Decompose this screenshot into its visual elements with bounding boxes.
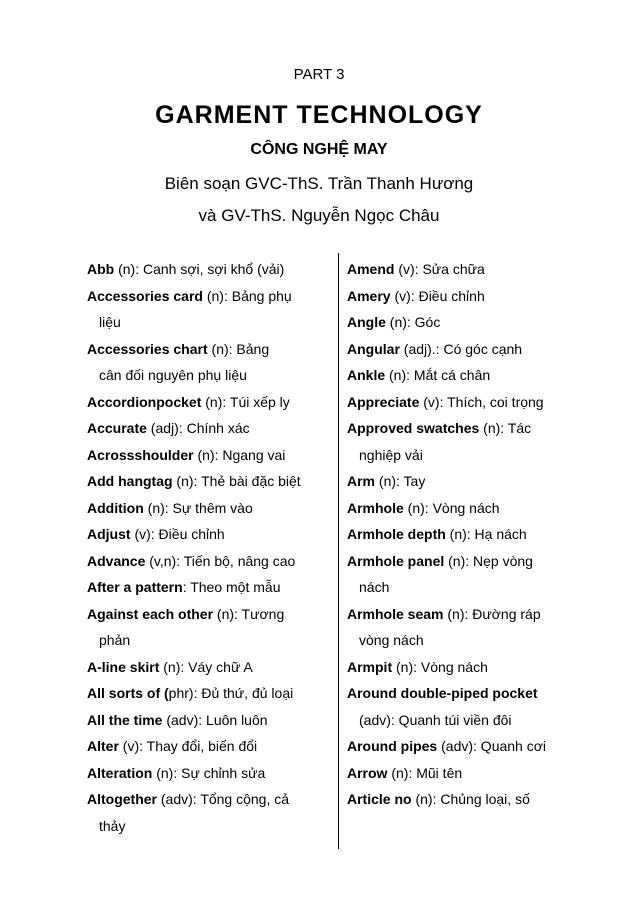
entry-definition: (n): Đường ráp xyxy=(443,605,541,622)
entry-definition: (n): Góc xyxy=(385,314,441,330)
entry-term: Article no xyxy=(347,791,412,807)
entry-definition: (n): Hạ nách xyxy=(445,526,527,542)
entry-term: Accurate xyxy=(87,420,147,436)
glossary-entry xyxy=(87,495,339,522)
entry-term: Add hangtag xyxy=(87,473,173,489)
entry-term: After a pattern xyxy=(87,579,183,595)
glossary-entry xyxy=(347,786,587,813)
entry-definition: (adj).: Có góc cạnh xyxy=(399,340,523,357)
entry-term: Armhole xyxy=(347,499,404,516)
entry-definition: (n): Sự chỉnh sửa xyxy=(152,764,266,781)
entry-definition: (n): Sự thêm vào xyxy=(143,499,253,516)
glossary-entry xyxy=(347,733,587,760)
entry-term: Angle xyxy=(347,314,386,330)
entry-term: Acrossshoulder xyxy=(87,446,194,463)
glossary-entry xyxy=(87,760,339,787)
entry-definition: (n): Canh sợi, sợi khổ (vải) xyxy=(114,261,285,277)
entry-line xyxy=(87,654,339,681)
glossary-entry xyxy=(87,680,339,707)
entry-term: Arrow xyxy=(347,764,388,781)
author-line-2: và GV-ThS. Nguyễn Ngọc Châu xyxy=(198,206,440,225)
glossary-entry xyxy=(87,574,339,601)
entry-line xyxy=(347,415,587,442)
entry-line xyxy=(347,601,587,628)
entry-line xyxy=(87,468,339,495)
glossary-entry xyxy=(347,415,587,468)
entry-term: Arm xyxy=(347,473,376,489)
entry-term: Alteration xyxy=(87,764,153,781)
author-line-1: Biên soạn GVC-ThS. Trần Thanh Hương xyxy=(164,174,474,193)
entry-definition-continued: (adv): Quanh túi viền đôi xyxy=(359,711,512,728)
glossary-entry xyxy=(347,521,587,548)
entry-line xyxy=(347,548,587,575)
page-subtitle: CÔNG NGHỆ MAY xyxy=(250,141,388,158)
entry-definition: (adv): Quanh cơi xyxy=(437,738,547,754)
page-title: GARMENT TECHNOLOGY xyxy=(155,101,483,129)
glossary-entry xyxy=(87,733,339,760)
entry-definition: (adv): Luôn luôn xyxy=(162,711,268,728)
entry-line xyxy=(87,283,339,310)
entry-definition: (n): Tương xyxy=(213,605,285,622)
glossary-entry xyxy=(347,256,587,283)
glossary-entry xyxy=(87,601,339,654)
entry-definition: (n): Bảng xyxy=(207,340,270,357)
entry-line xyxy=(87,680,339,707)
glossary-entry xyxy=(347,468,587,495)
entry-term: Around pipes xyxy=(347,738,438,754)
entry-definition-continued: thảy xyxy=(99,817,126,834)
entry-line xyxy=(87,601,339,628)
entry-line xyxy=(347,495,587,522)
entry-definition: (n): Tay xyxy=(375,473,426,489)
right-glossary-column xyxy=(347,256,587,813)
entry-line xyxy=(347,256,587,283)
entry-line xyxy=(347,336,587,363)
entry-line xyxy=(87,336,339,363)
glossary-entry xyxy=(87,415,339,442)
entry-definition: (n): Vòng nách xyxy=(392,658,488,675)
entry-term: Ankle xyxy=(347,367,386,383)
entry-line xyxy=(347,389,587,416)
entry-term: Armhole panel xyxy=(347,552,445,569)
entry-line xyxy=(87,733,339,760)
entry-term: Around double-piped pocket xyxy=(347,685,538,701)
entry-line xyxy=(87,495,339,522)
entry-line xyxy=(347,680,587,707)
entry-definition: (n): Vòng nách xyxy=(403,499,500,516)
entry-term: Approved swatches xyxy=(347,420,480,436)
entry-definition: : Theo một mẫu xyxy=(182,579,281,595)
entry-line xyxy=(87,548,339,575)
glossary-entry xyxy=(347,495,587,522)
entry-line xyxy=(347,654,587,681)
entry-definition-continued: phản xyxy=(99,632,131,648)
entry-definition: (v): Thay đổi, biến đổi xyxy=(118,738,258,754)
entry-definition: (n): Túi xếp ly xyxy=(201,393,290,410)
entry-term: Appreciate xyxy=(347,393,420,410)
glossary-entry xyxy=(347,548,587,601)
entry-term: A-line skirt xyxy=(87,658,160,675)
entry-definition: (adj): Chính xác xyxy=(146,420,250,436)
entry-definition: (n): Chủng loại, số xyxy=(411,791,530,807)
column-divider xyxy=(338,253,339,849)
glossary-entry xyxy=(347,760,587,787)
entry-definition-continued: liệu xyxy=(99,314,121,330)
glossary-entry xyxy=(347,601,587,654)
entry-term: All the time xyxy=(87,711,163,728)
entry-line xyxy=(347,362,587,389)
entry-line xyxy=(87,707,339,734)
entry-definition: (v,n): Tiến bộ, nâng cao xyxy=(145,552,296,569)
entry-term: Accessories chart xyxy=(87,340,208,357)
entry-definition: (n): Váy chữ A xyxy=(159,658,253,675)
entry-line xyxy=(347,309,587,336)
entry-line xyxy=(347,468,587,495)
entry-line xyxy=(347,521,587,548)
entry-line xyxy=(87,256,339,283)
entry-definition-continued: vòng nách xyxy=(359,632,424,648)
glossary-entry xyxy=(347,654,587,681)
entry-definition: (v): Điều chỉnh xyxy=(390,287,485,304)
entry-line xyxy=(87,521,339,548)
glossary-entry xyxy=(87,283,339,336)
glossary-entry xyxy=(87,521,339,548)
entry-term: Accessories card xyxy=(87,287,203,304)
glossary-entry xyxy=(87,786,339,839)
entry-term: Abb xyxy=(87,261,115,277)
entry-definition: (n): Mũi tên xyxy=(387,764,463,781)
entry-term: Armhole depth xyxy=(347,526,446,542)
entry-definition: (v): Thích, coi trọng xyxy=(419,393,544,410)
glossary-entry xyxy=(347,680,587,733)
entry-term: Amery xyxy=(347,287,391,304)
entry-term: Amend xyxy=(347,261,395,277)
glossary-entry xyxy=(87,442,339,469)
glossary-entry xyxy=(87,468,339,495)
glossary-entry xyxy=(87,336,339,389)
glossary-entry xyxy=(347,389,587,416)
entry-definition: (n): Tác xyxy=(479,420,532,436)
entry-definition: (n): Nẹp vòng xyxy=(444,552,533,569)
glossary-entry xyxy=(347,283,587,310)
entry-line xyxy=(87,415,339,442)
entry-line xyxy=(347,786,587,813)
glossary-entry xyxy=(347,362,587,389)
glossary-entry xyxy=(347,309,587,336)
entry-definition: (v): Điều chỉnh xyxy=(130,526,225,542)
entry-term: Altogether xyxy=(87,791,157,807)
glossary-entry xyxy=(87,654,339,681)
entry-line xyxy=(87,442,339,469)
entry-term: Angular xyxy=(347,340,400,357)
part-label: PART 3 xyxy=(293,66,345,83)
entry-definition-continued: cân đối nguyên phụ liệu xyxy=(99,367,247,383)
entry-definition-continued: nghiệp vải xyxy=(359,446,423,463)
entry-term: Alter xyxy=(87,738,119,754)
entry-definition: phr): Đủ thứ, đủ loại xyxy=(168,685,294,701)
entry-line xyxy=(87,389,339,416)
entry-term: All sorts of ( xyxy=(87,685,169,701)
entry-definition-continued: nách xyxy=(359,579,390,595)
entry-definition: (v): Sửa chữa xyxy=(394,261,485,277)
entry-definition: (adv): Tổng cộng, cả xyxy=(157,791,290,807)
entry-line xyxy=(87,760,339,787)
glossary-entry xyxy=(87,548,339,575)
entry-definition: (n): Ngang vai xyxy=(193,446,286,463)
entry-line xyxy=(347,283,587,310)
entry-line xyxy=(347,733,587,760)
entry-definition: (n): Bảng phụ xyxy=(202,287,292,304)
entry-definition: (n): Thẻ bài đặc biệt xyxy=(172,473,301,489)
entry-term: Adjust xyxy=(87,526,131,542)
glossary-entry xyxy=(87,389,339,416)
entry-term: Armhole seam xyxy=(347,605,444,622)
entry-line xyxy=(347,760,587,787)
glossary-entry xyxy=(347,336,587,363)
entry-term: Addition xyxy=(87,499,144,516)
entry-line xyxy=(87,786,339,813)
entry-term: Armpit xyxy=(347,658,393,675)
left-glossary-column xyxy=(87,256,339,839)
entry-term: Accordionpocket xyxy=(87,393,202,410)
glossary-entry xyxy=(87,256,339,283)
entry-term: Advance xyxy=(87,552,146,569)
entry-term: Against each other xyxy=(87,605,214,622)
entry-definition: (n): Mắt cá chân xyxy=(385,367,491,383)
entry-line xyxy=(87,574,339,601)
glossary-entry xyxy=(87,707,339,734)
